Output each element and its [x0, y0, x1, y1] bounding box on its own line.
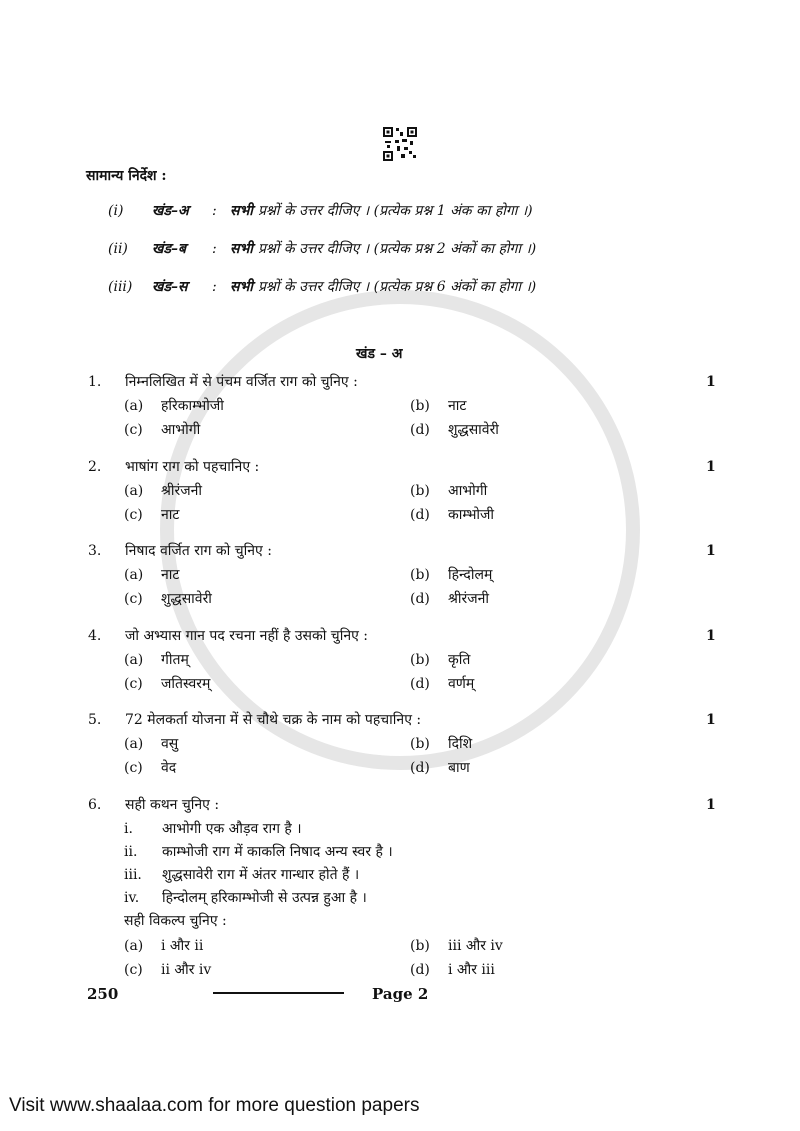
- instruction-row: [108, 277, 536, 297]
- option-text: आभोगी: [161, 422, 201, 438]
- question-text: जो अभ्यास गान पद रचना नहीं है उसको चुनिए :: [125, 627, 368, 644]
- option-text: i और iii: [448, 961, 495, 978]
- option-text: वेद: [161, 760, 177, 776]
- question-text: निम्नलिखित में से पंचम वर्जित राग को चुनिए :: [125, 374, 358, 390]
- option-label: (c): [124, 961, 143, 978]
- option-text: वर्णम्: [448, 675, 475, 692]
- instruction-row: [108, 201, 533, 221]
- option-label: (d): [410, 675, 430, 692]
- section-title: खंड – अ: [356, 346, 403, 362]
- option-text: काम्भोजी: [448, 506, 495, 523]
- instruction-text: प्रश्नों के उत्तर दीजिए । (प्रत्येक प्रश्न 2 अंकों का होगा ।): [257, 241, 537, 257]
- option-text: श्रीरंजनी: [448, 591, 490, 607]
- option-label: (c): [124, 506, 143, 523]
- statement-text: शुद्धसावेरी राग में अंतर गान्धार होते हैं ।: [162, 866, 360, 883]
- option-label: (a): [124, 398, 144, 414]
- question-number: 1.: [88, 374, 102, 390]
- general-instructions-title: सामान्य निर्देश :: [86, 168, 167, 184]
- statement-label: iv.: [124, 889, 140, 906]
- option-label: (a): [124, 567, 144, 583]
- question-number: 2.: [88, 458, 102, 475]
- question-number: 6.: [88, 796, 102, 813]
- option-label: (b): [410, 937, 430, 954]
- option-text: हिन्दोलम्: [448, 567, 493, 583]
- option-label: (b): [410, 651, 430, 668]
- instruction-text: प्रश्नों के उत्तर दीजिए । (प्रत्येक प्रश्न 6 अंकों का होगा ।): [257, 279, 537, 295]
- question-marks: 1: [706, 627, 716, 644]
- question-number: 4.: [88, 627, 102, 644]
- option-label: (d): [410, 422, 430, 438]
- instruction-number: (ii): [108, 241, 128, 257]
- option-text: नाट: [161, 567, 180, 583]
- paper-code: 250: [87, 985, 119, 1003]
- option-text: ii और iv: [161, 961, 212, 978]
- instruction-bold: सभी: [230, 279, 253, 295]
- question-marks: 1: [706, 543, 716, 559]
- question-text: भाषांग राग को पहचानिए :: [125, 458, 260, 475]
- statement-label: iii.: [124, 866, 142, 883]
- option-text: दिशि: [448, 736, 473, 752]
- option-text: बाण: [448, 760, 470, 776]
- statement-label: i.: [124, 820, 133, 837]
- instruction-row: [108, 239, 536, 259]
- option-label: (a): [124, 651, 144, 668]
- statement-text: आभोगी एक औड़व राग है ।: [162, 820, 302, 837]
- option-label: (d): [410, 760, 430, 776]
- option-text: i और ii: [161, 937, 204, 954]
- instruction-text: प्रश्नों के उत्तर दीजिए । (प्रत्येक प्रश्न 1 अंक का होगा ।): [257, 203, 533, 219]
- option-text: वसु: [161, 736, 179, 752]
- option-text: नाट: [448, 398, 467, 414]
- footer-divider: [213, 992, 344, 994]
- question-number: 5.: [88, 712, 102, 728]
- choice-prompt: सही विकल्प चुनिए :: [124, 912, 227, 929]
- option-label: (b): [410, 482, 430, 499]
- statement-text: काम्भोजी राग में काकलि निषाद अन्य स्वर है ।: [162, 843, 393, 860]
- option-text: शुद्धसावेरी: [448, 422, 499, 438]
- option-text: आभोगी: [448, 482, 488, 499]
- option-label: (c): [124, 760, 143, 776]
- instruction-section: खंड–ब: [152, 241, 186, 257]
- question-marks: 1: [706, 374, 716, 390]
- option-label: (d): [410, 961, 430, 978]
- question-marks: 1: [706, 712, 716, 728]
- option-label: (a): [124, 937, 144, 954]
- option-text: नाट: [161, 506, 180, 523]
- instruction-number: (iii): [108, 279, 133, 295]
- instruction-colon: :: [212, 279, 217, 295]
- option-label: (c): [124, 675, 143, 692]
- option-label: (b): [410, 567, 430, 583]
- instruction-colon: :: [212, 203, 217, 219]
- option-text: श्रीरंजनी: [161, 482, 203, 499]
- instruction-section: खंड–अ: [152, 203, 189, 219]
- question-text: निषाद वर्जित राग को चुनिए :: [125, 543, 272, 559]
- instruction-colon: :: [212, 241, 217, 257]
- question-text: सही कथन चुनिए :: [125, 796, 220, 813]
- page-number: Page 2: [372, 985, 429, 1003]
- question-text: 72 मेलकर्ता योजना में से चौथे चक्र के नाम को पहचानिए :: [125, 712, 422, 728]
- statement-text: हिन्दोलम् हरिकाम्भोजी से उत्पन्न हुआ है ।: [162, 889, 367, 906]
- option-text: iii और iv: [448, 937, 503, 954]
- option-text: कृति: [448, 651, 471, 668]
- option-label: (c): [124, 422, 143, 438]
- option-text: गीतम्: [161, 651, 189, 668]
- question-marks: 1: [706, 458, 716, 475]
- option-text: जतिस्वरम्: [161, 675, 211, 692]
- instruction-bold: सभी: [230, 203, 253, 219]
- option-label: (a): [124, 736, 144, 752]
- option-label: (c): [124, 591, 143, 607]
- instruction-number: (i): [108, 203, 124, 219]
- option-label: (b): [410, 736, 430, 752]
- option-label: (a): [124, 482, 144, 499]
- statement-label: ii.: [124, 843, 138, 860]
- option-label: (d): [410, 506, 430, 523]
- instruction-section: खंड–स: [152, 279, 188, 295]
- qr-code-icon: [383, 127, 417, 161]
- instruction-bold: सभी: [230, 241, 253, 257]
- question-number: 3.: [88, 543, 102, 559]
- question-marks: 1: [706, 796, 716, 813]
- website-banner: Visit www.shaalaa.com for more question papers: [9, 1095, 420, 1116]
- option-text: शुद्धसावेरी: [161, 591, 212, 607]
- option-text: हरिकाम्भोजी: [161, 398, 224, 414]
- option-label: (d): [410, 591, 430, 607]
- option-label: (b): [410, 398, 430, 414]
